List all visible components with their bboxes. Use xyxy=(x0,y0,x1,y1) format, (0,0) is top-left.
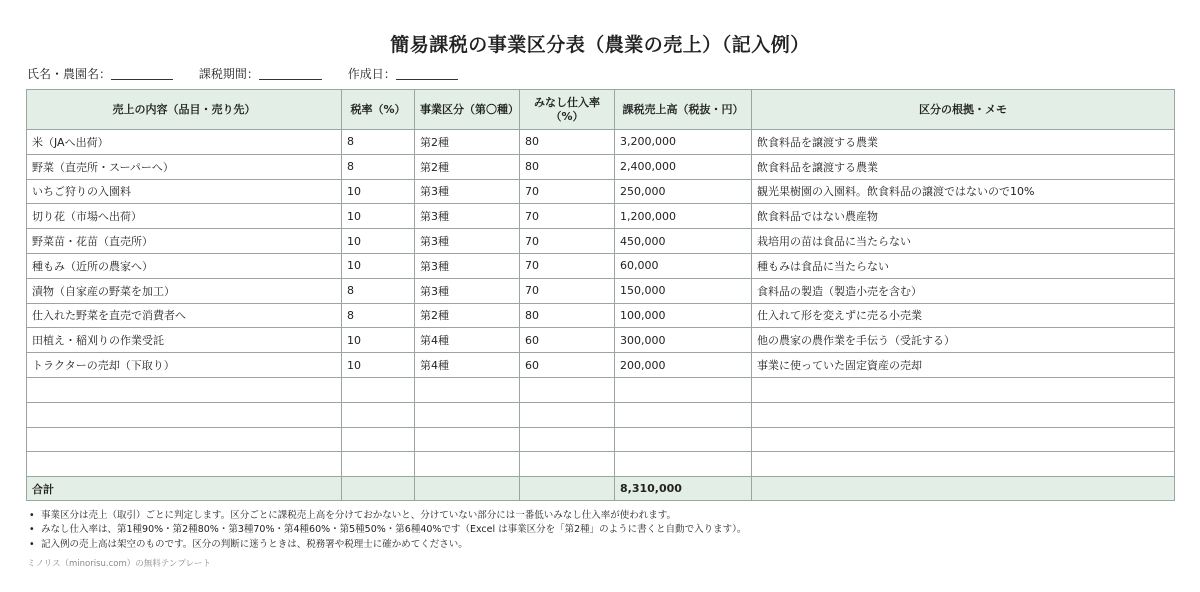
date-label: 作成日： xyxy=(347,67,396,81)
date-blank-line[interactable] xyxy=(396,67,458,80)
deemed-rate-cell[interactable]: 80 xyxy=(520,154,615,179)
deemed-rate-cell[interactable] xyxy=(520,377,615,402)
deemed-rate-cell[interactable]: 80 xyxy=(520,130,615,155)
taxable-sales-cell[interactable]: 200,000 xyxy=(615,353,752,378)
deemed-rate-cell[interactable]: 60 xyxy=(520,353,615,378)
deemed-rate-cell[interactable]: 60 xyxy=(520,328,615,353)
name-label: 氏名・農園名： xyxy=(27,67,112,81)
taxable-sales-cell[interactable] xyxy=(615,402,752,427)
memo-cell[interactable]: 飲食料品を譲渡する農業 xyxy=(752,154,1175,179)
tax-rate-cell[interactable]: 8 xyxy=(342,130,415,155)
table-row xyxy=(27,303,1175,328)
sales-content-cell[interactable] xyxy=(27,452,342,477)
table-header-row xyxy=(27,90,1175,130)
deemed-rate-cell[interactable]: 70 xyxy=(520,179,615,204)
sales-content-cell[interactable] xyxy=(27,402,342,427)
total-row xyxy=(27,477,1175,501)
date-field xyxy=(348,65,458,82)
header-memo: 区分の根拠・メモ xyxy=(752,90,1175,130)
total-empty-cell xyxy=(520,477,615,501)
table-row xyxy=(27,130,1175,155)
deemed-rate-cell[interactable]: 70 xyxy=(520,253,615,278)
business-category-cell[interactable]: 第3種 xyxy=(415,278,520,303)
memo-cell[interactable]: 他の農家の農作業を手伝う（受託する） xyxy=(752,328,1175,353)
table-row xyxy=(27,229,1175,254)
table-row xyxy=(27,253,1175,278)
classification-table xyxy=(26,89,1175,501)
taxable-sales-cell[interactable]: 1,200,000 xyxy=(615,204,752,229)
header-deemed-purchase-rate: みなし仕入率（%） xyxy=(520,90,615,130)
business-category-cell[interactable]: 第3種 xyxy=(415,204,520,229)
tax-rate-cell[interactable]: 10 xyxy=(342,229,415,254)
table-body xyxy=(27,130,1175,501)
table-row xyxy=(27,204,1175,229)
total-sales-value: 8,310,000 xyxy=(615,477,752,501)
header-taxable-sales: 課税売上高（税抜・円） xyxy=(615,90,752,130)
table-row xyxy=(27,452,1175,477)
business-category-cell[interactable] xyxy=(415,402,520,427)
business-category-cell[interactable]: 第3種 xyxy=(415,229,520,254)
business-category-cell[interactable] xyxy=(415,377,520,402)
tax-rate-cell[interactable]: 8 xyxy=(342,303,415,328)
total-empty-cell xyxy=(342,477,415,501)
total-label: 合計 xyxy=(27,477,342,501)
memo-cell[interactable]: 飲食料品を譲渡する農業 xyxy=(752,130,1175,155)
deemed-rate-cell[interactable]: 70 xyxy=(520,204,615,229)
sales-content-cell[interactable]: 田植え・稲刈りの作業受託 xyxy=(27,328,342,353)
sales-content-cell[interactable] xyxy=(27,377,342,402)
tax-rate-cell[interactable]: 8 xyxy=(342,278,415,303)
deemed-rate-cell[interactable] xyxy=(520,402,615,427)
table-row xyxy=(27,328,1175,353)
total-empty-cell xyxy=(752,477,1175,501)
tax-rate-cell[interactable]: 8 xyxy=(342,154,415,179)
tax-rate-cell[interactable]: 10 xyxy=(342,204,415,229)
tax-rate-cell[interactable]: 10 xyxy=(342,328,415,353)
memo-cell[interactable]: 栽培用の苗は食品に当たらない xyxy=(752,229,1175,254)
header-business-category: 事業区分（第〇種） xyxy=(415,90,520,130)
header-sales-content: 売上の内容（品目・売り先） xyxy=(27,90,342,130)
note-item: • 事業区分は売上（取引）ごとに判定します。区分ごとに課税売上高を分けておかないと、分けていない部分には一番低いみなし仕入率が使われます。 xyxy=(27,509,746,523)
table-row xyxy=(27,154,1175,179)
page-title: 簡易課税の事業区分表（農業の売上）（記入例） xyxy=(390,34,810,56)
header-tax-rate: 税率（%） xyxy=(342,90,415,130)
period-label: 課税期間： xyxy=(198,67,259,81)
memo-cell[interactable]: 事業に使っていた固定資産の売却 xyxy=(752,353,1175,378)
memo-cell[interactable]: 食料品の製造（製造小売を含む） xyxy=(752,278,1175,303)
notes xyxy=(27,509,746,552)
taxable-sales-cell[interactable]: 60,000 xyxy=(615,253,752,278)
sales-content-cell[interactable]: 種もみ（近所の農家へ） xyxy=(27,253,342,278)
business-category-cell[interactable] xyxy=(415,427,520,452)
table-row xyxy=(27,377,1175,402)
deemed-rate-cell[interactable]: 70 xyxy=(520,278,615,303)
memo-cell[interactable]: 仕入れて形を変えずに売る小売業 xyxy=(752,303,1175,328)
table-row xyxy=(27,402,1175,427)
memo-cell[interactable]: 飲食料品ではない農産物 xyxy=(752,204,1175,229)
footer-credit: ミノリス（minorisu.com）の無料テンプレート xyxy=(27,559,211,569)
memo-cell[interactable]: 観光果樹園の入園料。飲食料品の譲渡ではないので10% xyxy=(752,179,1175,204)
sales-content-cell[interactable]: 切り花（市場へ出荷） xyxy=(27,204,342,229)
name-blank-line[interactable] xyxy=(111,67,173,80)
tax-rate-cell[interactable] xyxy=(342,402,415,427)
business-category-cell[interactable]: 第2種 xyxy=(415,154,520,179)
business-category-cell[interactable]: 第2種 xyxy=(415,303,520,328)
table-row xyxy=(27,179,1175,204)
sales-content-cell[interactable]: 野菜（直売所・スーパーへ） xyxy=(27,154,342,179)
memo-cell[interactable] xyxy=(752,452,1175,477)
taxable-sales-cell[interactable]: 450,000 xyxy=(615,229,752,254)
name-field xyxy=(27,65,173,82)
tax-rate-cell[interactable]: 10 xyxy=(342,253,415,278)
sales-content-cell[interactable] xyxy=(27,427,342,452)
business-category-cell[interactable]: 第3種 xyxy=(415,253,520,278)
table-row xyxy=(27,353,1175,378)
note-item: • みなし仕入率は、第1種90%・第2種80%・第3種70%・第4種60%・第5種50%・第6種40%です（Excel は事業区分を「第2種」のように書くと自動で入ります）。 xyxy=(27,523,746,537)
business-category-cell[interactable]: 第4種 xyxy=(415,328,520,353)
taxable-sales-cell[interactable] xyxy=(615,427,752,452)
table-row xyxy=(27,427,1175,452)
business-category-cell[interactable]: 第2種 xyxy=(415,130,520,155)
deemed-rate-cell[interactable]: 70 xyxy=(520,229,615,254)
tax-rate-cell[interactable] xyxy=(342,377,415,402)
business-category-cell[interactable]: 第3種 xyxy=(415,179,520,204)
taxable-sales-cell[interactable]: 250,000 xyxy=(615,179,752,204)
note-item: • 記入例の売上高は架空のものです。区分の判断に迷うときは、税務署や税理士に確かめてください。 xyxy=(27,538,746,552)
period-field xyxy=(199,65,322,82)
taxable-sales-cell[interactable]: 100,000 xyxy=(615,303,752,328)
deemed-rate-cell[interactable]: 80 xyxy=(520,303,615,328)
tax-rate-cell[interactable] xyxy=(342,427,415,452)
tax-rate-cell[interactable] xyxy=(342,452,415,477)
memo-cell[interactable]: 種もみは食品に当たらない xyxy=(752,253,1175,278)
sales-content-cell[interactable]: 仕入れた野菜を直売で消費者へ xyxy=(27,303,342,328)
tax-rate-cell[interactable]: 10 xyxy=(342,353,415,378)
table-row xyxy=(27,278,1175,303)
sales-content-cell[interactable]: トラクターの売却（下取り） xyxy=(27,353,342,378)
taxable-sales-cell[interactable]: 3,200,000 xyxy=(615,130,752,155)
memo-cell[interactable] xyxy=(752,377,1175,402)
memo-cell[interactable] xyxy=(752,402,1175,427)
taxable-sales-cell[interactable] xyxy=(615,377,752,402)
period-blank-line[interactable] xyxy=(259,67,322,80)
deemed-rate-cell[interactable] xyxy=(520,427,615,452)
taxable-sales-cell[interactable]: 300,000 xyxy=(615,328,752,353)
taxable-sales-cell[interactable] xyxy=(615,452,752,477)
sales-content-cell[interactable]: いちご狩りの入園料 xyxy=(27,179,342,204)
deemed-rate-cell[interactable] xyxy=(520,452,615,477)
taxable-sales-cell[interactable]: 2,400,000 xyxy=(615,154,752,179)
sales-content-cell[interactable]: 野菜苗・花苗（直売所） xyxy=(27,229,342,254)
memo-cell[interactable] xyxy=(752,427,1175,452)
tax-rate-cell[interactable]: 10 xyxy=(342,179,415,204)
sales-content-cell[interactable]: 米（JAへ出荷） xyxy=(27,130,342,155)
taxable-sales-cell[interactable]: 150,000 xyxy=(615,278,752,303)
business-category-cell[interactable] xyxy=(415,452,520,477)
total-empty-cell xyxy=(415,477,520,501)
business-category-cell[interactable]: 第4種 xyxy=(415,353,520,378)
meta-fields xyxy=(27,65,480,82)
sales-content-cell[interactable]: 漬物（自家産の野菜を加工） xyxy=(27,278,342,303)
